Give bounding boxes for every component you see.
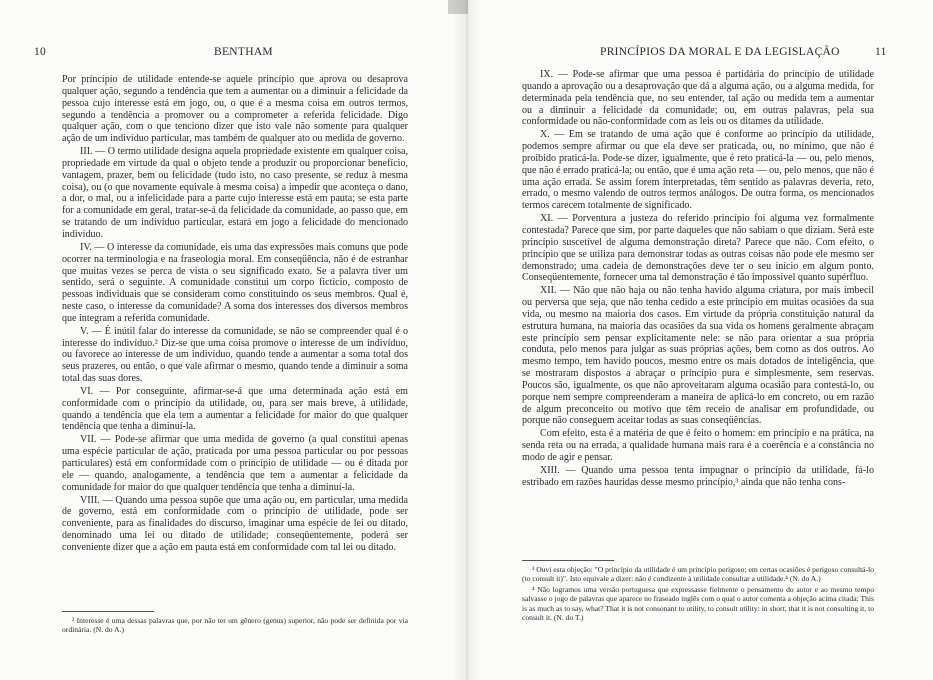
paragraph: XII. — Não que não haja ou não tenha havido alguma criatura, por mais imbecil ou perversa que seja, que não tenha cedido a este princípio em muitas ocasiões da sua vida, ou mesmo na maioria dos casos. Em virtude da própria constituição natural da estrutura humana, na maioria das ocasiões da sua vida os homens geralmente abraçam este princípio sem pensar explicitamente nele: se não para orientar a sua própria conduta, pelo menos para julgar as suas próprias ações, bem como as dos outros. Ao mesmo tempo, tem havido poucos, mesmo entre os mais dotados de inteligência, que se mostraram dispostos a abraçar o princípio pura e simplesmente, sem reservas. Poucos são, igualmente, os que não aproveitaram alguma ocasião para contestá-lo, ou porque nem sempre compreenderam a maneira de aplicá-lo em concreto, ou em razão de algum preconceito ou motivo que têm receio de analisar em profundidade, ou porque não conseguem aceitar todas as suas conseqüências. [522, 285, 874, 427]
running-head-right: PRINCÍPIOS DA MORAL E DA LEGISLAÇÃO [600, 46, 840, 58]
footnote: ² Interesse é uma dessas palavras que, por não ter um gênero (genus) superior, não pode ser definida por via ordinária. (N. do A.) [62, 616, 408, 635]
paragraph: X. — Em se tratando de uma ação que é conforme ao princípio da utilidade, podemos sempre afirmar ou que ela deve ser praticada, ou, no mínimo, que não é proibido praticá-la. Pode-se dizer, igualmente, que é reto praticá-la — ou, pelo menos, que não é errado praticá-la; ou então, que é uma ação reta — ou, pelo menos, que não é uma ação errada. Se assim forem interpretadas, têm sentido as palavras deveria, reto, errado, o mesmo valendo de outros termos análogos. De outra forma, os mencionados termos carecem totalmente de significado. [522, 129, 874, 212]
scan-mark [448, 0, 468, 14]
paragraph: Por princípio de utilidade entende-se aquele princípio que aprova ou desaprova qualquer ação, segundo a tendência que tem a aumentar ou a diminuir a felicidade da pessoa cujo interesse está em jogo, ou, o que é a mesma coisa em outros termos, segundo a tendência a promover ou a comprometer a referida felicidade. Digo qualquer ação, com o que tenciono dizer que isto vale não somente para qualquer ação de um indivíduo particular, mas também de qualquer ato ou medida de governo. [62, 74, 408, 145]
left-page [0, 0, 466, 680]
paragraph: VIII. — Quando uma pessoa supõe que uma ação ou, em particular, uma medida de governo, está em conformidade com o princípio de utilidade, pode ser conveniente, para as finalidades do discurso, imaginar uma espécie de lei ou ditado, denominado uma lei ou ditado de utilidade; conseqüentemente, poderá ser conveniente dizer que a ação em pauta está em conformidade com tal lei ou ditado. [62, 494, 408, 553]
paragraph: IV. — O interesse da comunidade, eis uma das expressões mais comuns que pode ocorrer na terminologia e na fraseologia moral. Em conseqüência, não é de estranhar que muitas vezes se perca de vista o seu significado exato. Se a palavra tiver um sentido, será o seguinte. A comunidade constitui um corpo fictício, composto de pessoas individuais que se consideram como constituindo os seus membros. Qual é, neste caso, o interesse da comunidade? A soma dos interesses dos diversos membros que integram a referida comunidade. [62, 241, 408, 324]
footnotes-left [62, 616, 408, 636]
footnote: ³ Ouvi esta objeção: "O princípio da utilidade é um princípio perigoso; em certas ocasiões é perigoso consultá-lo (to consult it)". Isto equivale a dizer: não é condizente à utilidade consultar a utilidade.⁴ (N. do A.) [522, 565, 874, 584]
right-page-body [522, 69, 874, 490]
paragraph: Com efeito, esta é a matéria de que é feito o homem: em princípio e na prática, na senda reta ou na errada, a qualidade humana mais rara é a coerência e a constância no modo de agir e pensar. [522, 428, 874, 463]
footnote-rule [62, 611, 154, 612]
paragraph: XI. — Porventura a justeza do referido princípio foi alguma vez formalmente contestada? Parece que sim, por parte daqueles que não sabiam o que diziam. Será este princípio suscetível de alguma demonstração direta? Parece que não. Com efeito, o princípio que se utiliza para demonstrar todas as outras coisas não pode ele mesmo ser demonstrado; uma cadeia de demonstrações deve ter o seu início em algum ponto. Conseqüentemente, fornecer uma tal demonstração é tão impossível quanto supérfluo. [522, 213, 874, 284]
footnote: ⁴ Não logramos uma versão portuguesa que expressasse fielmente o pensamento do autor e ao mesmo tempo salvasse o jogo de palavras que aparece no fraseado inglês com o qual o autor comenta a objeção acima citada: This is as much as to say, what? That it is not consonant to utility, to consult utility: in short, that it is not consulting it, to consult it. (N. do T.) [522, 584, 874, 623]
paragraph: VII. — Pode-se afirmar que uma medida de governo (a qual constitui apenas uma espécie particular de ação, praticada por uma pessoa particular ou por pessoas particulares) está em conformidade com o princípio de utilidade — ou é ditada por ele — quando, analogamente, a tendência que tem a aumentar a felicidade da comunidade for maior do que qualquer tendência que tenha a diminuí-la. [62, 434, 408, 493]
page-number-left: 10 [34, 46, 47, 58]
paragraph: IX. — Pode-se afirmar que uma pessoa é partidária do princípio de utilidade quando a aprovação ou a desaprovação que dá a alguma ação, ou a alguma medida, for determinada pela tendência que, no seu entender, tal ação ou medida tem a aumentar ou a diminuir a felicidade da comunidade; ou, em outras palavras, pela sua conformidade ou não-conformidade com as leis ou os ditames da utilidade. [522, 69, 874, 128]
paragraph: VI. — Por conseguinte, afirmar-se-á que uma determinada ação está em conformidade com o princípio da utilidade, ou, para ser mais breve, à utilidade, quando a tendência que ela tem a aumentar a felicidade for maior do que qualquer tendência que tenha a diminuí-la. [62, 385, 408, 433]
paragraph: XIII. — Quando uma pessoa tenta impugnar o princípio da utilidade, fá-lo estribado em razões hauridas desse mesmo princípio,³ ainda que não tenha cons- [522, 464, 874, 488]
right-page [466, 0, 933, 680]
left-page-body [62, 74, 408, 555]
paragraph: III. — O termo utilidade designa aquela propriedade existente em qualquer coisa, propriedade em virtude da qual o objeto tende a produzir ou proporcionar benefício, vantagem, prazer, bem ou felicidade (tudo isto, no caso presente, se reduz à mesma coisa), ou (o que novamente equivale à mesma coisa) a impedir que aconteça o dano, a dor, o mal, ou a infelicidade para a parte cujo interesse está em pauta; se esta parte for a comunidade em geral, tratar-se-á da felicidade da comunidade, ao passo que, em se tratando de um indivíduo particular, estará em jogo a felicidade do mencionado indivíduo. [62, 146, 408, 240]
footnote-rule [522, 560, 614, 561]
running-head-left: BENTHAM [214, 46, 273, 58]
footnotes-right [522, 565, 874, 623]
page-number-right: 11 [875, 46, 887, 58]
paragraph: V. — É inútil falar do interesse da comunidade, se não se compreender qual é o interesse do indivíduo.² Diz-se que uma coisa promove o interesse de um indivíduo, ou favorece ao interesse de um indivíduo, quando tende a aumentar a soma total dos seus prazeres, ou então, o que vale afirmar o mesmo, quando tende a diminuir a soma total das suas dores. [62, 325, 408, 385]
